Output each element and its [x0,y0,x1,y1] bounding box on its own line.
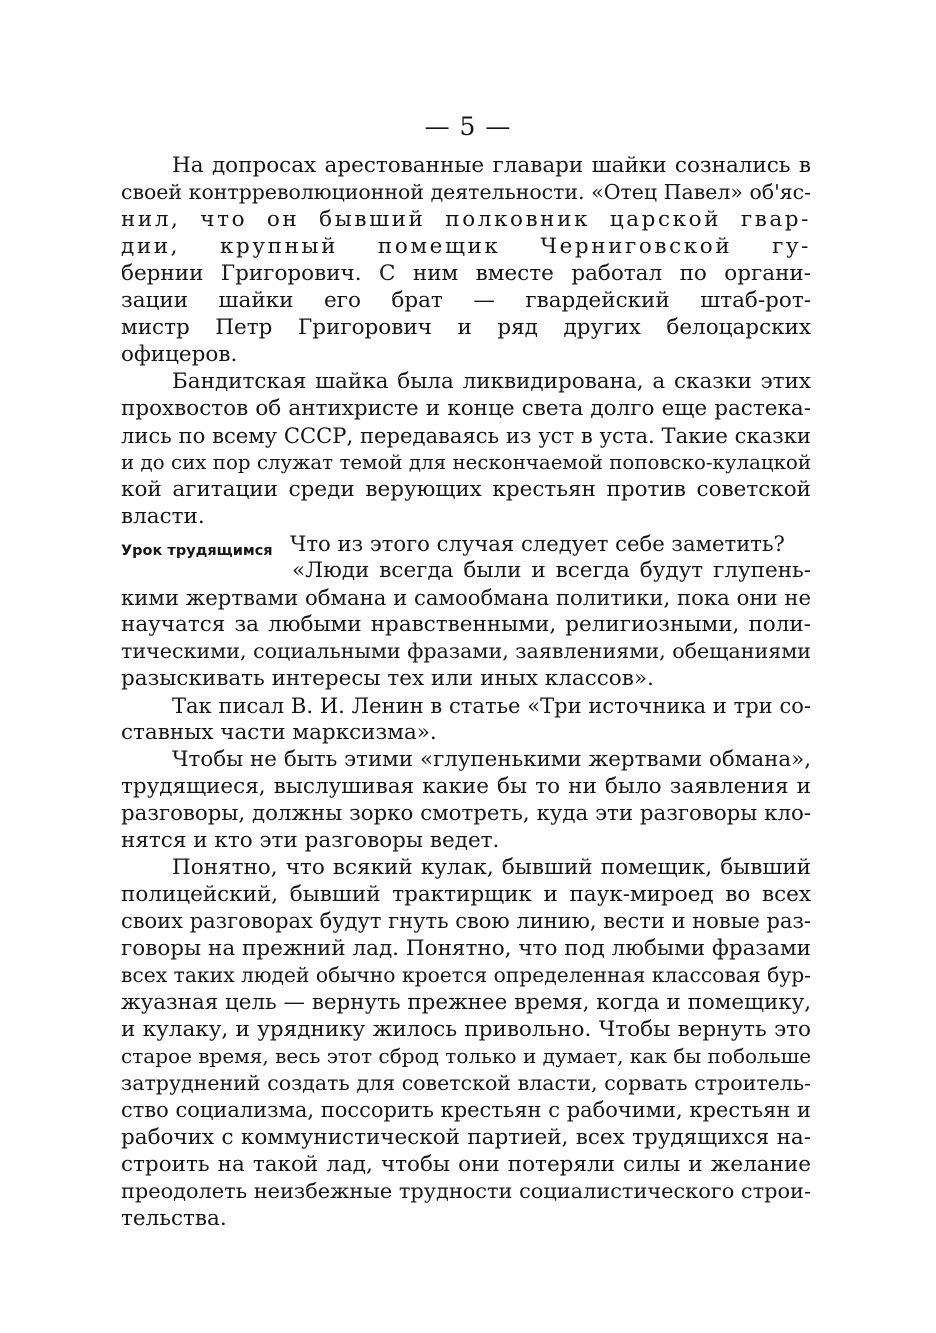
quote-line: разыскивать интересы тех или иных классов». [121,666,654,691]
text-line: строить на такой лад, чтобы они потеряли силы и желание [121,1152,811,1177]
text-line: бернии Григорович. С ним вместе работал по органи- [121,261,811,286]
text-line: Бандитская шайка была ликвидирована, а сказки этих [172,369,811,394]
text-line: Что из этого случая следует себе заметить? [290,531,785,556]
text-line: трудящиеся, выслушивая какие бы то ни было заявления и [121,774,811,799]
text-line: власти. [121,504,205,529]
text-line: и до сих пор служат темой для нескончаемой поповско-кулацкой [121,451,811,474]
quote-line: научатся за любыми нравственными, религиозными, поли- [121,612,811,637]
text-line: тельства. [121,1206,227,1231]
text-line: разговоры, должны зорко смотреть, куда эти разговоры кло- [121,801,811,826]
page-number: — 5 — [424,112,512,141]
text-line: всех таких людей обычно кроется определенная классовая бур- [121,963,811,987]
text-line: На допросах арестованные главари шайки сознались в [172,153,811,178]
text-line: Понятно, что всякий кулак, бывший помещик, бывший [172,855,811,880]
text-line: зации шайки его брат — гвардейский штаб-рот- [121,288,811,313]
text-line: старое время, весь этот сброд только и думает, как бы побольше [121,1044,812,1068]
text-line: своих разговорах будут гнуть свою линию, вести и новые раз- [121,909,811,933]
quote-line: кими жертвами обмана и самообмана политики, пока они не [121,585,811,610]
text-line: рабочих с коммунистической партией, всех трудящихся на- [121,1125,811,1150]
text-line: мистр Петр Григорович и ряд других белоцарских [121,315,811,340]
text-line: лись по всему СССР, передаваясь из уст в уста. Такие сказки [121,423,811,448]
text-line: нятся и кто эти разговоры ведет. [121,828,500,853]
quote-line: тическими, социальными фразами, заявлениями, обещаниями [121,639,811,663]
text-line: своей контрреволюционной деятельности. «Отец Павел» об'яс- [121,180,811,204]
quote-line: «Люди всегда были и всегда будут глупень- [292,558,811,583]
text-line: затруднений создать для советской власти, сорвать строитель- [121,1071,811,1095]
text-line: прохвостов об антихристе и конце света долго еще растека- [121,396,811,421]
text-line: нил, что он бывший полковник царской гвар- [121,207,811,232]
text-line: Чтобы не быть этими «глупенькими жертвами обмана», [172,747,811,772]
text-line: Так писал В. И. Ленин в статье «Три источника и три со- [172,693,811,718]
text-line: ставных части марксизма». [121,720,437,745]
text-line: кой агитации среди верующих крестьян против советской [121,477,811,502]
text-line: ство социализма, поссорить крестьян с рабочими, крестьян и [121,1098,811,1122]
margin-note: Урок трудящимся [121,543,273,559]
text-line: жуазная цель — вернуть прежнее время, когда и помещику, [121,990,811,1015]
text-line: дии, крупный помещик Черниговской гу- [121,234,811,259]
text-line: полицейский, бывший трактирщик и паук-мироед во всех [121,882,811,907]
text-line: преодолеть неизбежные трудности социалистического строи- [121,1179,811,1203]
text-line: и кулаку, и уряднику жилось привольно. Чтобы вернуть это [121,1017,811,1042]
text-line: офицеров. [121,342,238,367]
text-line: говоры на прежний лад. Понятно, что под любыми фразами [121,936,811,961]
